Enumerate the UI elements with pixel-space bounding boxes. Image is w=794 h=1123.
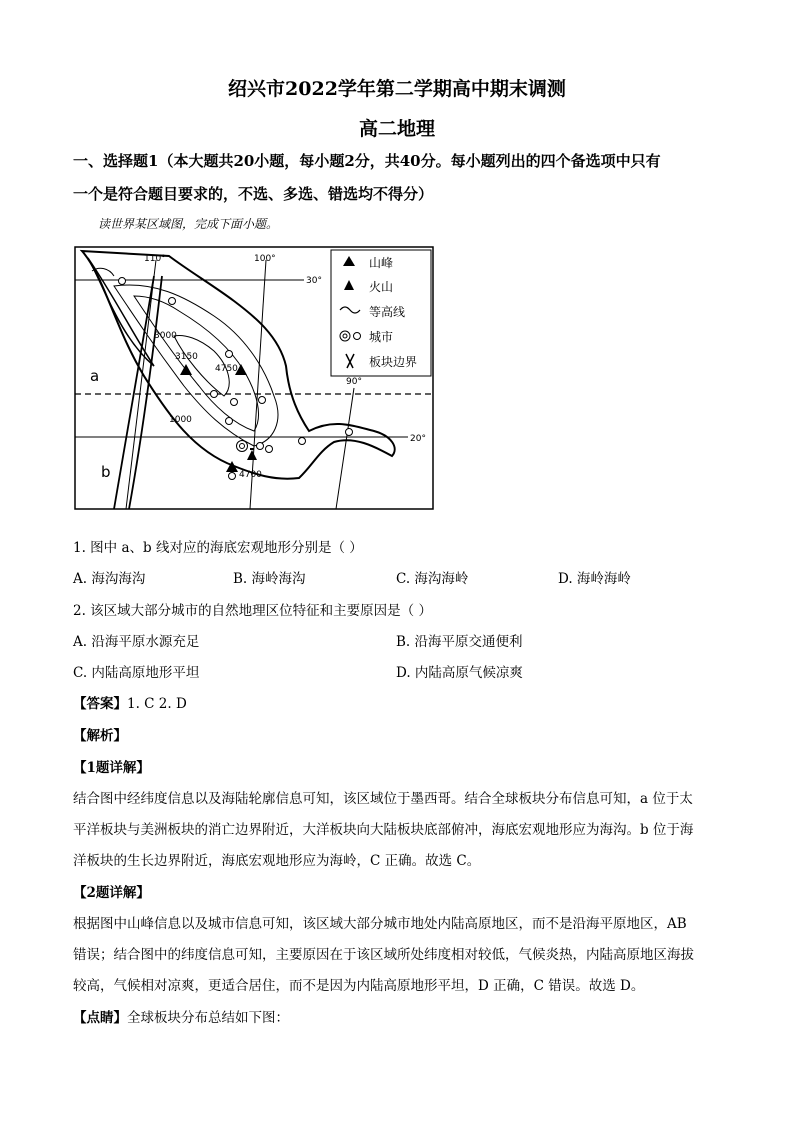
legend-peak-label: 山峰 bbox=[369, 256, 394, 270]
q1-option-a[interactable]: A. 海沟海沟 bbox=[73, 571, 146, 587]
answer-label: 【答案】 bbox=[73, 696, 127, 712]
elev-4700: 4700 bbox=[239, 470, 262, 480]
answer-line bbox=[73, 692, 187, 712]
q2-option-c[interactable]: C. 内陆高原地形平坦 bbox=[73, 665, 200, 681]
q2-option-d[interactable]: D. 内陆高原气候凉爽 bbox=[396, 665, 523, 681]
elev-3000: 3000 bbox=[154, 331, 177, 341]
detail-2-line-2: 错误；结合图中的纬度信息可知，主要原因在于该区域所处纬度相对较低，气候炎热，内陆高原地区海拔 bbox=[73, 947, 694, 963]
legend-volcano-label: 火山 bbox=[369, 280, 394, 294]
detail-1-label: 【1题详解】 bbox=[73, 760, 150, 776]
analysis-label: 【解析】 bbox=[73, 728, 127, 744]
lon-90-label: 90° bbox=[346, 377, 362, 387]
tip-label: 【点睛】 bbox=[73, 1010, 127, 1026]
detail-1-line-1: 结合图中经纬度信息以及海陆轮廓信息可知，该区域位于墨西哥。结合全球板块分布信息可知，a 位于太 bbox=[73, 791, 693, 807]
lat-30-label: 30° bbox=[306, 276, 322, 286]
line-b-label: b bbox=[101, 463, 111, 481]
elev-3150: 3150 bbox=[175, 352, 198, 362]
doc-title: 绍兴市2022学年第二学期高中期末调测 bbox=[228, 78, 566, 100]
question-1-stem: 1. 图中 a、b 线对应的海底宏观地形分别是（ ） bbox=[73, 540, 363, 556]
lon-100-label: 100° bbox=[254, 254, 276, 264]
q2-option-b[interactable]: B. 沿海平原交通便利 bbox=[396, 634, 523, 650]
q1-option-c[interactable]: C. 海沟海岭 bbox=[396, 571, 469, 587]
detail-1-line-2: 平洋板块与美洲板块的消亡边界附近，大洋板块向大陆板块底部俯冲，海底宏观地形应为海沟。b 位于海 bbox=[73, 822, 694, 838]
section-heading-line1: 一、选择题1（本大题共20小题，每小题2分，共40分。每小题列出的四个备选项中只有 bbox=[73, 152, 661, 170]
detail-2-line-3: 较高，气候相对凉爽，更适合居住，而不是因为内陆高原地形平坦，D 正确，C 错误。故选 D。 bbox=[73, 978, 645, 994]
elev-4750: 4750 bbox=[215, 364, 238, 374]
question-2-stem: 2. 该区域大部分城市的自然地理区位特征和主要原因是（ ） bbox=[73, 603, 432, 619]
question-intro: 读世界某区域图，完成下面小题。 bbox=[98, 217, 279, 231]
lat-20-label: 20° bbox=[410, 434, 426, 444]
line-a-label: a bbox=[90, 367, 100, 385]
lon-110-label: 110° bbox=[144, 254, 166, 264]
detail-2-line-1: 根据图中山峰信息以及城市信息可知，该区域大部分城市地处内陆高原地区，而不是沿海平原地区，AB bbox=[73, 916, 687, 932]
q2-option-a[interactable]: A. 沿海平原水源充足 bbox=[73, 634, 200, 650]
detail-2-label: 【2题详解】 bbox=[73, 885, 150, 901]
q1-option-d[interactable]: D. 海岭海岭 bbox=[558, 571, 631, 587]
answer-text: 1. C 2. D bbox=[127, 696, 187, 712]
mexico-plate-map bbox=[74, 246, 434, 510]
detail-1-line-3: 洋板块的生长边界附近，海底宏观地形应为海岭，C 正确。故选 C。 bbox=[73, 853, 481, 869]
tip-line bbox=[73, 1006, 289, 1026]
elev-1000: 1000 bbox=[169, 415, 192, 425]
doc-subtitle: 高二地理 bbox=[358, 118, 435, 140]
legend-plate-label: 板块边界 bbox=[369, 355, 418, 369]
legend-contour-label: 等高线 bbox=[369, 305, 406, 319]
tip-text: 全球板块分布总结如下图： bbox=[127, 1010, 289, 1026]
q1-option-b[interactable]: B. 海岭海沟 bbox=[233, 571, 306, 587]
section-heading-line2: 一个是符合题目要求的，不选、多选、错选均不得分） bbox=[73, 185, 434, 203]
legend-city-label: 城市 bbox=[369, 330, 394, 344]
